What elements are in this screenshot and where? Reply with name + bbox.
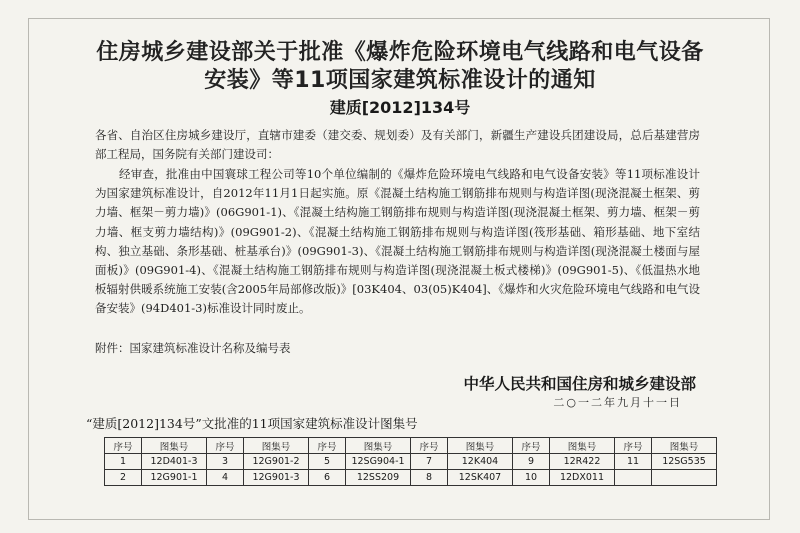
table-cell: 12SS209 [346, 470, 411, 486]
header-cell: 序号 [513, 438, 550, 454]
table-cell: 12G901-1 [142, 470, 207, 486]
header-cell: 序号 [411, 438, 448, 454]
header-cell: 图集号 [346, 438, 411, 454]
table-cell: 12SG904-1 [346, 454, 411, 470]
table-cell: 7 [411, 454, 448, 470]
notice-title-line-2: 安装》等11项国家建筑标准设计的通知 [204, 68, 596, 93]
header-cell: 图集号 [652, 438, 717, 454]
table-cell: 12DX011 [550, 470, 615, 486]
document-number: 建质[2012]134号 [329, 98, 471, 117]
table-cell: 12K404 [448, 454, 513, 470]
table-row [105, 470, 717, 486]
table-cell: 10 [513, 470, 550, 486]
table-cell: 12R422 [550, 454, 615, 470]
table-cell: 4 [207, 470, 244, 486]
table-cell: 6 [309, 470, 346, 486]
header-cell: 图集号 [244, 438, 309, 454]
table-cell: 9 [513, 454, 550, 470]
table-cell: 5 [309, 454, 346, 470]
header-cell: 序号 [309, 438, 346, 454]
header-cell: 图集号 [550, 438, 615, 454]
table-cell: 8 [411, 470, 448, 486]
table-cell: 3 [207, 454, 244, 470]
issue-date: 二○一二年九月十一日 [553, 396, 682, 409]
header-cell: 序号 [615, 438, 652, 454]
header-cell: 序号 [105, 438, 142, 454]
header-cell: 图集号 [142, 438, 207, 454]
issuer-signature: 中华人民共和国住房和城乡建设部 [463, 375, 696, 393]
table-header-row [105, 438, 717, 454]
table-cell: 2 [105, 470, 142, 486]
attachment-line: 附件：国家建筑标准设计名称及编号表 [95, 341, 291, 355]
table-cell: 12SG535 [652, 454, 717, 470]
table-cell: 11 [615, 454, 652, 470]
main-paragraph: 经审查，批准由中国寰球工程公司等10个单位编制的《爆炸危险环境电气线路和电气设备安装》等11项标准设计为国家建筑标准设计，自2012年11月1日起实施。原《混凝土结构施工钢筋排布规则与构造详图(现浇混凝土框架、剪力墙、框架－剪力墙)》(06G901-1)、《混凝土结构施工钢筋排布规则与构造详图(现浇混凝土框架、剪力墙、框架－剪力墙、框支剪力墙结构)》(09G901-2)、《混凝土结构施工钢筋排布规则与构造详图(筏形基础、箱形基础、地下室结构、独立基础、条形基础、桩基承台)》(09G901-3)、《混凝土结构施工钢筋排布规则与构造详图(现浇混凝土楼面与屋面板)》(09G901-4)、《混凝土结构施工钢筋排布规则与构造详图(现浇混凝土板式楼梯)》(09G901-5)、《低温热水地板辐射供暖系统施工安装(含2005年局部修改版)》[03K404、03(05)K404]、《爆炸和火灾危险环境电气线路和电气设备安装》(94D401-3)标准设计同时废止。 [95, 167, 700, 316]
notice-title-line-1: 住房城乡建设部关于批准《爆炸危险环境电气线路和电气设备 [96, 40, 704, 65]
table-cell: 12G901-3 [244, 470, 309, 486]
table-caption: “建质[2012]134号”文批准的11项国家建筑标准设计图集号 [86, 416, 418, 431]
table-cell [652, 470, 717, 486]
table-row [105, 454, 717, 470]
table-cell: 1 [105, 454, 142, 470]
table-cell: 12G901-2 [244, 454, 309, 470]
addressee-paragraph: 各省、自治区住房城乡建设厅，直辖市建委（建交委、规划委）及有关部门，新疆生产建设兵团建设局，总后基建营房部工程局，国务院有关部门建设司： [95, 128, 700, 162]
header-cell: 序号 [207, 438, 244, 454]
table-cell: 12SK407 [448, 470, 513, 486]
table-cell [615, 470, 652, 486]
atlas-number-table [104, 437, 717, 486]
header-cell: 图集号 [448, 438, 513, 454]
table-cell: 12D401-3 [142, 454, 207, 470]
